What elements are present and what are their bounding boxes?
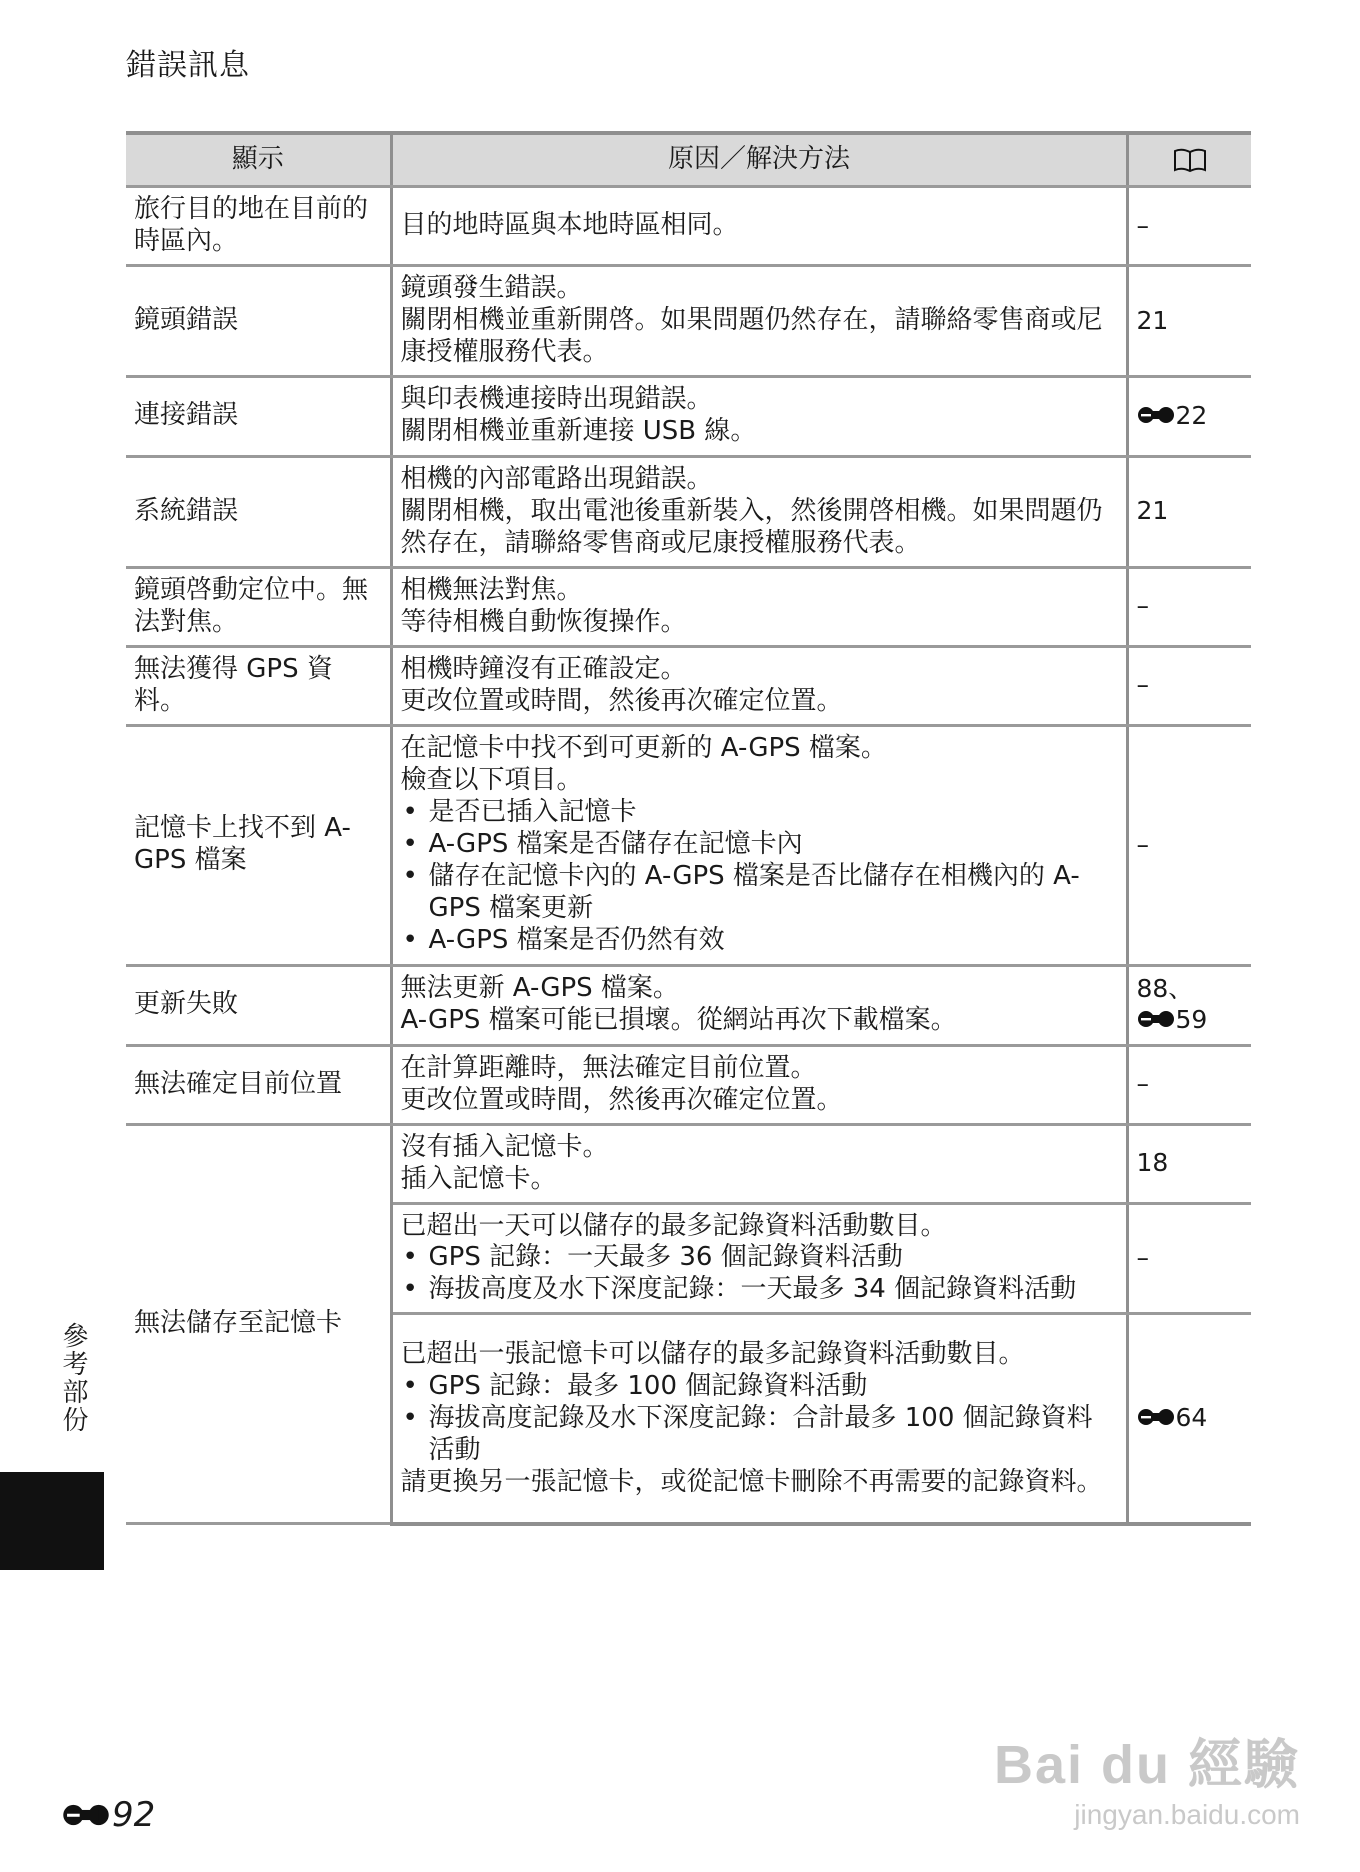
ref-cell: 18: [1127, 1124, 1251, 1203]
ref-cell: 21: [1127, 456, 1251, 567]
header-cause: 原因／解決方法: [391, 133, 1127, 187]
ref-cell[interactable]: [1127, 1314, 1251, 1524]
ref-link: [1137, 1005, 1244, 1036]
cause-line: 等待相機自動恢復操作。: [400, 606, 687, 637]
ref-cell: –: [1127, 646, 1251, 725]
display-cell: 更新失敗: [126, 965, 391, 1045]
table-header-row: [126, 133, 1251, 187]
bullet-item: • GPS 記錄：一天最多 36 個記錄資料活動: [401, 1242, 1118, 1274]
e-reference-icon: [1137, 1408, 1175, 1426]
e-reference-icon: [62, 1803, 110, 1827]
display-cell: 連接錯誤: [126, 376, 391, 456]
section-tab-marker: [0, 1472, 104, 1570]
bullet-item: • 是否已插入記憶卡: [401, 797, 1118, 829]
table-row: [126, 265, 1251, 376]
cause-cell: [391, 1203, 1127, 1314]
cause-line: 沒有插入記憶卡。: [400, 1131, 609, 1162]
cause-line: 已超出一張記憶卡可以儲存的最多記錄資料活動數目。: [400, 1338, 1025, 1369]
cause-line: 在計算距離時，無法確定目前位置。: [400, 1052, 817, 1083]
cause-line: 檢查以下項目。: [400, 765, 583, 796]
ref-page: 64: [1175, 1403, 1208, 1433]
table-row: [126, 725, 1251, 965]
ref-page: 88、: [1136, 974, 1194, 1004]
cause-line: 相機的內部電路出現錯誤。: [400, 463, 713, 494]
cause-cell: [391, 456, 1127, 567]
header-reference: [1127, 133, 1251, 187]
cause-line: 已超出一天可以儲存的最多記錄資料活動數目。: [400, 1210, 947, 1241]
ref-cell: –: [1127, 187, 1251, 266]
book-icon: [1172, 146, 1208, 174]
bullet-item: • 儲存在記憶卡內的 A-GPS 檔案是否比儲存在相機內的 A-GPS 檔案更新: [401, 861, 1118, 925]
table-row: [126, 646, 1251, 725]
cause-cell: [391, 376, 1127, 456]
cause-line: 請更換另一張記憶卡，或從記憶卡刪除不再需要的記錄資料。: [400, 1466, 1103, 1497]
cause-cell: [391, 567, 1127, 646]
section-side-label: 參考部份: [58, 1322, 88, 1434]
display-cell: 無法儲存至記憶卡: [126, 1124, 391, 1524]
display-cell: 記憶卡上找不到 A-GPS 檔案: [126, 725, 391, 965]
display-cell: 系統錯誤: [126, 456, 391, 567]
table-row: [126, 187, 1251, 266]
cause-line: 與印表機連接時出現錯誤。: [400, 384, 713, 415]
ref-cell: 21: [1127, 265, 1251, 376]
watermark: [994, 1722, 1300, 1831]
e-reference-icon: [1137, 406, 1175, 424]
bullet-item: • A-GPS 檔案是否仍然有效: [401, 925, 1118, 957]
cause-line: 關閉相機並重新連接 USB 線。: [400, 416, 757, 447]
ref-cell: –: [1127, 1203, 1251, 1314]
table-row: [126, 567, 1251, 646]
ref-page: 59: [1175, 1005, 1208, 1035]
cause-line: 相機時鐘沒有正確設定。: [400, 653, 687, 684]
cause-line: 鏡頭發生錯誤。: [400, 272, 583, 303]
ref-cell[interactable]: [1127, 376, 1251, 456]
display-cell: 鏡頭啓動定位中。無法對焦。: [126, 567, 391, 646]
cause-cell: [391, 725, 1127, 965]
ref-cell[interactable]: [1127, 965, 1251, 1045]
cause-line: 插入記憶卡。: [400, 1163, 557, 1194]
bullet-item: • 海拔高度記錄及水下深度記錄：合計最多 100 個記錄資料活動: [401, 1403, 1118, 1467]
cause-line: 關閉相機並重新開啓。如果問題仍然存在，請聯絡零售商或尼康授權服務代表。: [400, 304, 1103, 367]
ref-page: 22: [1175, 400, 1208, 430]
table-row: [126, 1045, 1251, 1124]
page-number: [62, 1795, 155, 1835]
ref-cell: –: [1127, 567, 1251, 646]
watermark-logo: Bai du 經驗: [993, 1735, 1300, 1795]
page-number-text: 92: [112, 1795, 156, 1835]
bullet-item: • A-GPS 檔案是否儲存在記憶卡內: [401, 829, 1118, 861]
cause-cell: [391, 1045, 1127, 1124]
cause-line: 目的地時區與本地時區相同。: [400, 209, 739, 240]
table-row: [126, 1124, 1251, 1203]
ref-cell: –: [1127, 1045, 1251, 1124]
page-heading: 錯誤訊息: [126, 48, 250, 83]
ref-cell: –: [1127, 725, 1251, 965]
cause-line: 更改位置或時間，然後再次確定位置。: [400, 685, 843, 716]
cause-line: 關閉相機，取出電池後重新裝入，然後開啓相機。如果問題仍然存在，請聯絡零售商或尼康授權服務代表。: [400, 495, 1103, 558]
table-row: [126, 376, 1251, 456]
display-cell: 旅行目的地在目前的時區內。: [126, 187, 391, 266]
cause-line: 無法更新 A-GPS 檔案。: [400, 973, 679, 1004]
bullet-item: • 海拔高度及水下深度記錄：一天最多 34 個記錄資料活動: [401, 1274, 1118, 1306]
header-display: 顯示: [126, 133, 391, 187]
cause-cell: [391, 265, 1127, 376]
display-cell: 無法獲得 GPS 資料。: [126, 646, 391, 725]
cause-line: 相機無法對焦。: [400, 574, 583, 605]
cause-cell: [391, 1124, 1127, 1203]
error-message-table: [126, 131, 1251, 1526]
table-row: [126, 456, 1251, 567]
cause-line: A-GPS 檔案可能已損壞。從網站再次下載檔案。: [400, 1005, 957, 1036]
cause-cell: [391, 646, 1127, 725]
bullet-item: • GPS 記錄：最多 100 個記錄資料活動: [401, 1371, 1118, 1403]
table-row: [126, 965, 1251, 1045]
cause-cell: [391, 1314, 1127, 1524]
display-cell: 無法確定目前位置: [126, 1045, 391, 1124]
watermark-url: jingyan.baidu.com: [1074, 1799, 1300, 1830]
cause-cell: [391, 965, 1127, 1045]
cause-line: 更改位置或時間，然後再次確定位置。: [400, 1084, 843, 1115]
display-cell: 鏡頭錯誤: [126, 265, 391, 376]
cause-line: 在記憶卡中找不到可更新的 A-GPS 檔案。: [400, 733, 887, 764]
cause-cell: [391, 187, 1127, 266]
e-reference-icon: [1137, 1010, 1175, 1028]
